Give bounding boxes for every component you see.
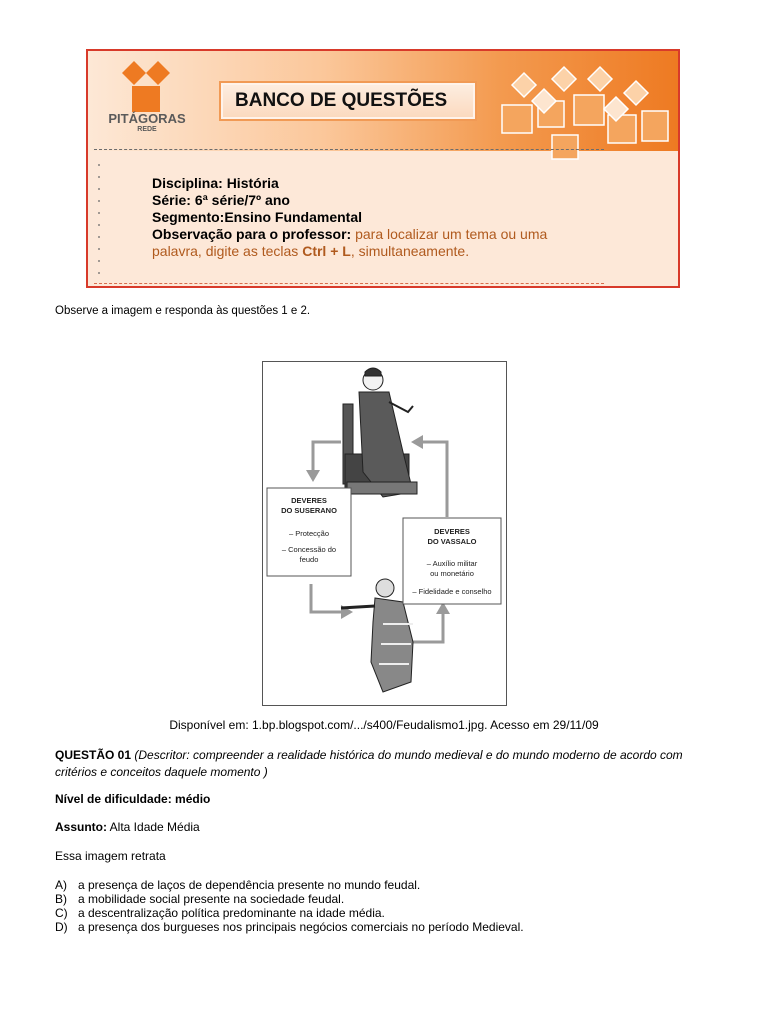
subject-label: Assunto:: [55, 820, 107, 834]
observacao-line-2: palavra, digite as teclas Ctrl + L, simultaneamente.: [152, 243, 470, 259]
box-left-item-2: – Concessão do: [281, 545, 337, 554]
option-d[interactable]: [55, 920, 524, 934]
observacao-line: Observação para o professor: para localizar um tema ou uma: [152, 226, 548, 242]
box-left-title-1: DEVERES: [291, 496, 327, 505]
logo-subtitle: REDE: [137, 126, 157, 133]
option-a[interactable]: [55, 878, 524, 892]
dotted-margin: [97, 159, 101, 277]
segmento-line: Segmento:Ensino Fundamental: [152, 209, 363, 225]
question-descriptor: (Descritor: compreender a realidade histórica do mundo medieval e do mundo moderno de acordo com critérios e conceitos daquele momento ): [55, 748, 683, 779]
feudalism-illustration-icon: [263, 362, 506, 705]
feudalism-figure: [262, 361, 507, 706]
difficulty-level: Nível de dificuldade: médio: [55, 792, 211, 806]
box-right-item-1: – Auxílio militar: [426, 559, 478, 568]
question-number: QUESTÃO 01: [55, 748, 132, 762]
serie-line: Série: 6ª série/7º ano: [152, 192, 290, 208]
option-letter: C): [55, 906, 68, 920]
disciplina-line: Disciplina: História: [152, 175, 279, 191]
box-right-title-1: DEVERES: [434, 527, 470, 536]
box-right-item-3: – Fidelidade e conselho: [412, 587, 492, 596]
header-info: [152, 175, 547, 260]
subject-line: [55, 820, 200, 834]
option-text: a presença dos burgueses nos principais negócios comerciais no período Medieval.: [78, 920, 524, 934]
option-letter: A): [55, 878, 67, 892]
box-left-item-1: – Protecção: [288, 529, 330, 538]
option-text: a mobilidade social presente na sociedade feudal.: [78, 892, 345, 906]
option-c[interactable]: [55, 906, 524, 920]
question-header: [55, 747, 725, 781]
box-right-title-2: DO VASSALO: [427, 537, 477, 546]
option-text: a presença de laços de dependência presente no mundo feudal.: [78, 878, 421, 892]
header-banner: [86, 49, 680, 288]
option-text: a descentralização política predominante na idade média.: [78, 906, 385, 920]
logo-name: PITÁGORAS: [108, 111, 186, 126]
option-letter: B): [55, 892, 67, 906]
figure-caption: Disponível em: 1.bp.blogspot.com/.../s400/Feudalismo1.jpg. Acesso em 29/11/09: [169, 718, 599, 732]
title-box: [219, 81, 477, 121]
lord-figure: [343, 368, 417, 497]
box-left-title-2: DO SUSERANO: [281, 506, 337, 515]
option-b[interactable]: [55, 892, 524, 906]
box-left-item-3: feudo: [299, 555, 319, 564]
box-right-item-2: ou monetário: [430, 569, 474, 578]
page-title: BANCO DE QUESTÕES: [235, 90, 448, 111]
instruction-text: Observe a imagem e responda às questões 1 e 2.: [55, 305, 311, 317]
decorative-cubes-icon: [492, 65, 672, 165]
question-stem: Essa imagem retrata: [55, 849, 166, 863]
dashed-divider: [94, 149, 604, 150]
vassal-figure: [341, 579, 413, 692]
option-letter: D): [55, 920, 68, 934]
bottom-dashed-divider: [94, 283, 604, 284]
answer-options: [55, 878, 524, 934]
subject-value: Alta Idade Média: [109, 820, 200, 834]
